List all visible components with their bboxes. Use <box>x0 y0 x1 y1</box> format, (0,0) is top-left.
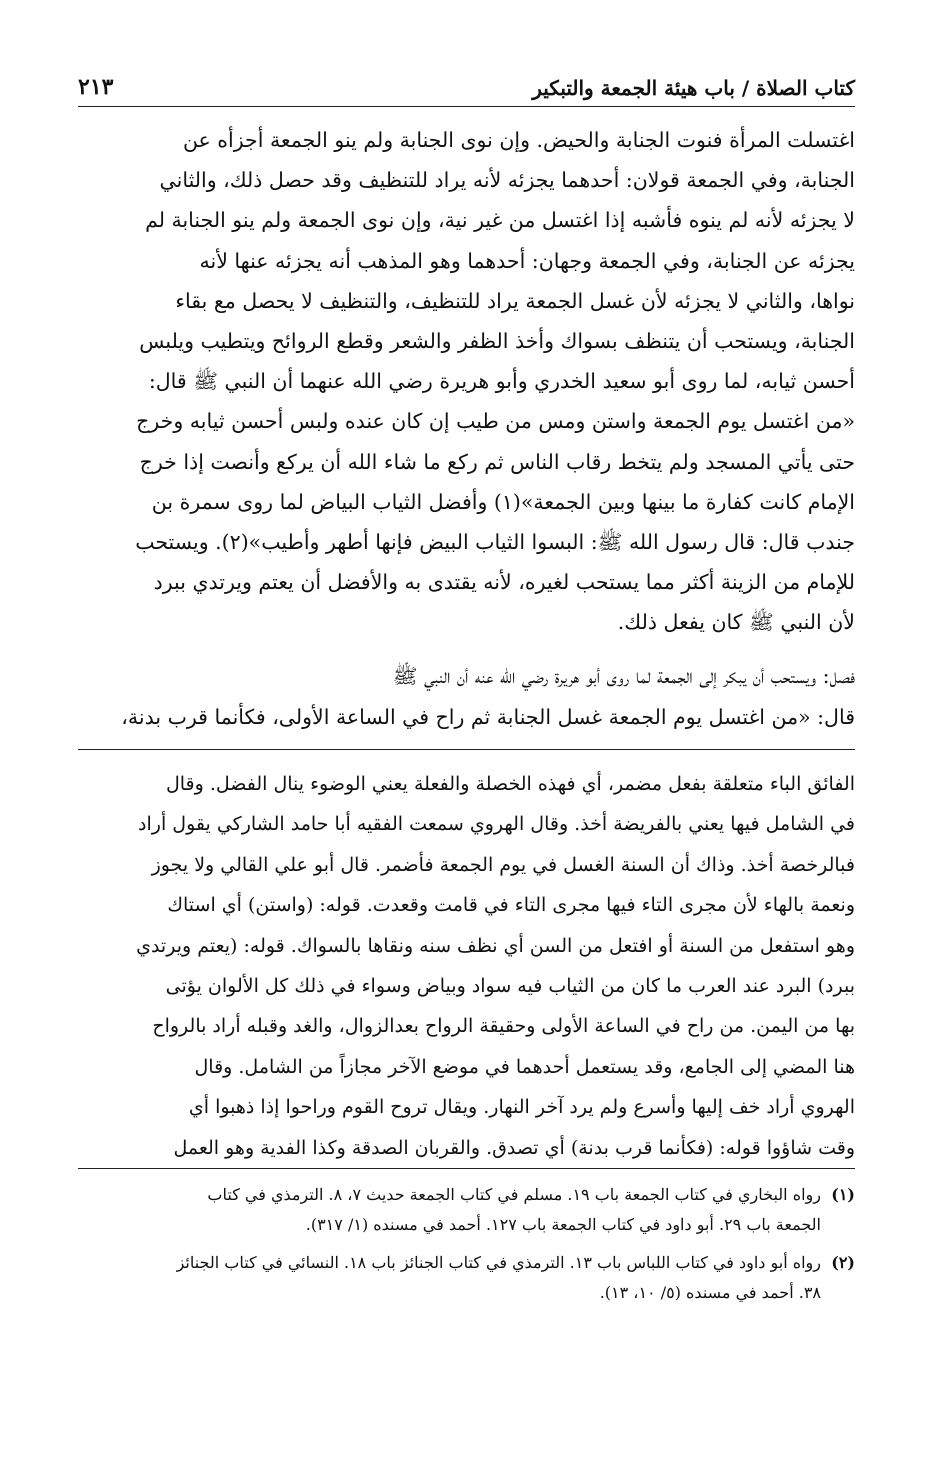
text-line: الإمام كانت كفارة ما بينها وبين الجمعة»(١) وأفضل الثياب البياض لما روى سمرة بن <box>151 489 855 514</box>
commentary-line: ببرد) البرد عند العرب ما كان من الثياب فيه سواد وبياض وسواء في ذلك كل الألوان يؤتى <box>165 974 855 997</box>
text-line: يجزئه عن الجنابة، وفي الجمعة وجهان: أحدهما وهو المذهب أنه يجزئه عنها لأنه <box>199 248 855 273</box>
running-title: كتاب الصلاة / باب هيئة الجمعة والتبكير <box>532 76 855 100</box>
page-header <box>78 62 855 107</box>
commentary-line: فبالرخصة أخذ. وذاك أن السنة الغسل في يوم الجمعة فأضمر. قال أبو علي القالي ولا يجوز <box>151 853 855 876</box>
page-number: ٢١٣ <box>78 74 114 100</box>
text-line: لأن النبي ﷺ كان يفعل ذلك. <box>617 610 855 635</box>
footnote-line: رواه البخاري في كتاب الجمعة باب ١٩. مسلم في كتاب الجمعة حديث ٧، ٨. الترمذي في كتاب <box>207 1185 821 1204</box>
text-line: للإمام من الزينة أكثر مما يستحب لغيره، لأنه يقتدى به والأفضل أن يعتم ويرتدي ببرد <box>153 570 855 595</box>
footnote-2 <box>78 1248 855 1308</box>
footnote-line: الجمعة باب ٢٩. أبو داود في كتاب الجمعة باب ١٢٧. أحمد في مسنده (١/ ٣١٧). <box>305 1215 821 1234</box>
commentary-text <box>78 764 855 1168</box>
main-text <box>78 120 855 737</box>
text-line: اغتسلت المرأة فنوت الجنابة والحيض. وإن نوى الجنابة ولم ينو الجمعة أجزأه عن <box>182 128 855 152</box>
text-line: «من اغتسل يوم الجمعة واستن ومس من طيب إن كان عنده ولبس أحسن ثيابه وخرج <box>136 409 855 434</box>
footnotes <box>78 1180 855 1316</box>
main-paragraph-1 <box>78 120 855 642</box>
commentary-line: ونعمة بالهاء لأن مجرى التاء فيها مجرى التاء في قامت وقعدت. قوله: (واستن) أي استاك <box>167 894 855 917</box>
commentary-line: وقت شاؤوا قوله: (فكأنما قرب بدنة) أي تصدق. والقربان الصدقة وكذا الفدية وهو العمل <box>173 1136 855 1159</box>
commentary-line: هنا المضي إلى الجامع، وقد يستعمل أحدهما في موضع الآخر مجازاً من الشامل. وقال <box>194 1055 855 1078</box>
text-line: فصل: ويستحب أن يبكر إلى الجمعة لما روى أبو هريرة رضي الله عنه أن النبي ﷺ <box>392 664 855 689</box>
text-line: الجنابة، ويستحب أن يتنظف بسواك وأخذ الظفر والشعر وقطع الروائح ويتطيب ويلبس <box>139 328 855 353</box>
commentary-line: وهو استفعل من السنة أو افتعل من السن أي نظف سنه ونقاها بالسواك. قوله: (يعتم ويرتدي <box>136 934 855 957</box>
text-line: نواها، والثاني لا يجزئه لأن غسل الجمعة يراد للتنظيف، والتنظيف لا يحصل مع بقاء <box>175 288 855 313</box>
footnote-1 <box>78 1180 855 1240</box>
footnote-number: (١) <box>831 1185 855 1204</box>
footnote-line: رواه أبو داود في كتاب اللباس باب ١٣. الترمذي في كتاب الجنائز باب ١٨. النسائي في كتاب الجنائز <box>176 1253 821 1272</box>
text-line: الجنابة، وفي الجمعة قولان: أحدهما يجزئه لأنه يراد للتنظيف وقد حصل ذلك، والثاني <box>159 168 855 193</box>
commentary-line: بها من اليمن. من راح في الساعة الأولى وحقيقة الرواح بعدالزوال، والغد وقبله أراد بالرواح <box>152 1015 855 1038</box>
commentary-line: في الشامل فيها يعني بالفريضة أخذ. وقال الهروي سمعت الفقيه أبا حامد الشاركي يقول أراد <box>138 813 855 836</box>
text-line: أحسن ثيابه، لما روى أبو سعيد الخدري وأبو هريرة رضي الله عنهما أن النبي ﷺ قال: <box>148 369 855 394</box>
footnote-body <box>78 1180 821 1240</box>
paragraph-gap <box>78 642 855 656</box>
commentary-divider <box>78 749 855 750</box>
text-line: قال: «من اغتسل يوم الجمعة غسل الجنابة ثم راح في الساعة الأولى، فكأنما قرب بدنة، <box>121 704 855 729</box>
text-line: جندب قال: قال رسول الله ﷺ: البسوا الثياب البيض فإنها أطهر وأطيب»(٢). ويستحب <box>135 529 855 554</box>
footnote-divider <box>78 1168 855 1169</box>
footnote-body <box>78 1248 821 1308</box>
footnote-number: (٢) <box>831 1253 855 1272</box>
commentary-line: الفائق الباء متعلقة بفعل مضمر، أي فهذه الخصلة والفعلة يعني الوضوء ينال الفضل. وقال <box>165 773 855 795</box>
footnote-line: ٣٨. أحمد في مسنده (٥/ ١٠، ١٣). <box>599 1283 821 1302</box>
main-paragraph-2 <box>78 656 855 736</box>
commentary-line: الهروي أراد خف إليها وأسرع ولم يرد آخر النهار. ويقال تروح القوم وراحوا إذا ذهبوا أي <box>188 1096 855 1119</box>
text-line: حتى يأتي المسجد ولم يتخط رقاب الناس ثم ركع ما شاء الله أن يركع وأنصت إذا خرج <box>139 449 855 474</box>
text-line: لا يجزئه لأنه لم ينوه فأشبه إذا اغتسل من غير نية، وإن نوى الجمعة ولم ينو الجنابة لم <box>145 208 855 233</box>
